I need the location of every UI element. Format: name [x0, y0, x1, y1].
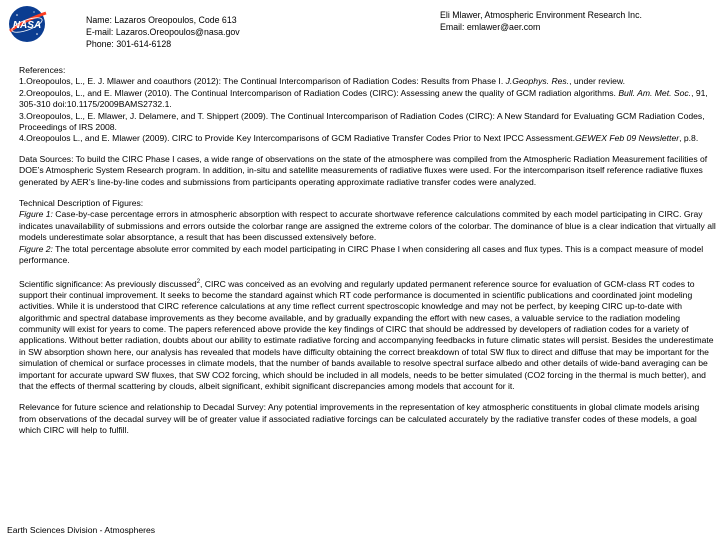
nasa-meatball-logo-icon: [4, 4, 50, 44]
nasa-logo: [4, 4, 50, 44]
reference-item: 4.Oreopoulos L., and E. Mlawer (2009). CIRC to Provide Key Intercomparisons of GCM Radiative Transfer Codes Prior to Next IPCC Assessment.GEWEX Feb 09 Newsletter, p.8.: [19, 133, 699, 144]
contact-block-left: [86, 14, 240, 50]
technical-heading: Technical Description of Figures:: [19, 198, 144, 209]
reference-item: 3.Oreopoulos, L., E. Mlawer, J. Delamere, and T. Shippert (2009). The Continual Intercomparison of Radiation Codes (CIRC): A New Standard for Evaluating GCM Radiation Codes, Proceedings of IRS 2008.: [19, 110, 705, 133]
relevance-paragraph: Relevance for future science and relationship to Decadal Survey: Any potential improvements in the representation of key atmospheric constituents in global climate models arising from observations of the decadal survey will be of greater value if associated radiative forcings can be calculated accurately by the radiative transfer codes of these models, a goal which CIRC will help to fulfill.: [19, 402, 700, 436]
contact-name-right: Eli Mlawer, Atmospheric Environment Research Inc.: [440, 10, 642, 20]
contact-email-right: Email: emlawer@aer.com: [440, 22, 541, 32]
data-sources-paragraph: Data Sources: To build the CIRC Phase I cases, a wide range of observations on the state of the atmosphere was compiled from the Atmospheric Radiation Measurement facilities of DOE’s Atmospheric System Research program. In addition, in-situ and satellite measurements of radiative fluxes were used. For the intercomparison itself reference radiative fluxes generated by AER’s line-by-line codes and submissions from participants operating approximate radiative transfer codes were analyzed.: [19, 153, 708, 187]
reference-item: 1.Oreopoulos, L., E. J. Mlawer and coauthors (2012): The Continual Intercomparison of Radiation Codes: Results from Phase I. J.Geophys. Res., under review.: [19, 76, 626, 87]
reference-item: 2.Oreopoulos, L., and E. Mlawer (2010). The Continual Intercomparison of Radiation Codes (CIRC): Assessing anew the quality of GCM radiation algorithms. Bull. Am. Met. Soc., 91, 305-310 doi:10.1175/2009BAMS2732.1.: [19, 87, 708, 110]
significance-paragraph: Scientific significance: As previously discussed$^2$, CIRC was conceived as an evolving and regularly updated permanent reference source for evaluation of GCM-class RT codes to support their continual improvement. It seeks to become the standard against which RT code performance is documented in scientific publications and coordinated joint modeling activities. While it is understood that CIRC reference calculations at any time reflect current spectroscopic knowledge and may not be perfect, by keeping CIRC up-to-date with algorithmic and spectral database improvements as they become available, and by gradually expanding the effort with new cases, a valuable service to the radiation modeling community will exist for years to come. The papers referenced above provide the key findings of CIRC that should be addressed by developers of radiation codes for a variety of applications. Without better radiation, doubts about our ability to estimate radiative forcing and accompanying feedbacks in future climatic states will persist. Besides the underestimate in SW absorption shown here, our analysis has revealed that models have difficulty obtaining the correct breakdown of total SW flux to direct and diffuse that may be important for the simulation of chemical or surface processes in climate models, that the number of bands available to resolve spectral surface albedo and other details of wide-band averaging can be important for accurate upward SW fluxes, that SW CO2 forcing, which should be included in all models, needs to be better simulated (CO2 forcing in the thermal is much better), and that the effects of thermal scattering by clouds, albeit significant, exhibit significant discrepancies among models that account for it.: [19, 278, 714, 392]
nasa-logo-text: NASA: [12, 20, 42, 31]
contact-phone: Phone: 301-614-6128: [86, 39, 172, 49]
figure-2-description: Figure 2: The total percentage absolute error commited by each model participating in CIRC Phase I when considering all cases and flux types. This is a compact measure of model performance.: [19, 243, 704, 266]
footer-division: Earth Sciences Division - Atmospheres: [7, 525, 156, 535]
figure-1-description: Figure 1: Case-by-case percentage errors in atmospheric absorption with respect to accurate shortwave reference calculations commited by each model participating in CIRC. Gray indicates unavailability of submissions and errors outside the colorbar range are assigned the extreme colors of the colorbar. The dominance of blue is a clear indication that virtually all models underestimate solar absorptance, a result that has been discussed extensively before.: [19, 209, 716, 243]
document-body: [19, 65, 716, 437]
references-heading: References:: [19, 65, 66, 75]
contact-name: Name: Lazaros Oreopoulos, Code 613: [86, 15, 237, 25]
contact-email: E-mail: Lazaros.Oreopoulos@nasa.gov: [86, 27, 240, 37]
contact-block-right: [440, 9, 642, 33]
